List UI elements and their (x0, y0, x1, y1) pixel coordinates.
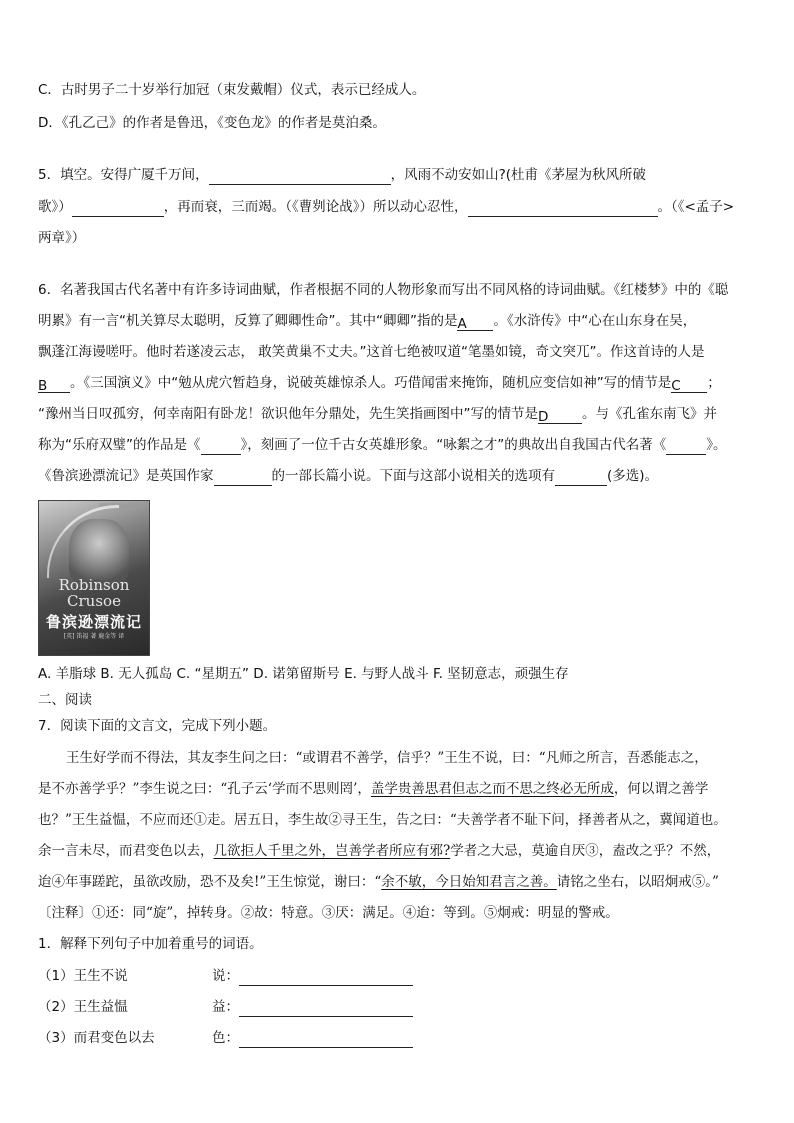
item-sentence: （1）王生不说 (38, 968, 128, 984)
book-cover-image (38, 500, 150, 656)
q5-line-1 (38, 165, 646, 185)
item-word: 益： (212, 999, 239, 1015)
blank-3[interactable] (468, 200, 658, 217)
q6-line-1: 6．名著我国古代名著中有许多诗词曲赋，作者根据不同的人物形象而写出不同风格的诗词曲赋。《红楼梦》中的《聪 (38, 282, 729, 298)
answer-a[interactable] (457, 314, 493, 331)
q5-line-2 (38, 197, 734, 217)
passage-line-1: 王生好学而不得法，其友李生问之曰：“或谓君不善学，信乎？”王生不说，曰：“凡师之所言，吾悉能志之， (66, 750, 708, 766)
blank-novel[interactable] (666, 438, 706, 455)
passage-line-4 (38, 841, 720, 861)
answer-blank-2[interactable] (239, 1000, 413, 1017)
answer-b[interactable] (38, 376, 70, 393)
option-c: C．古时男子二十岁举行加冠（束发戴帽）仪式，表示已经成人。 (38, 82, 426, 98)
q6-line-7 (38, 466, 658, 486)
q7-title: 7．阅读下面的文言文，完成下列小题。 (38, 718, 277, 734)
q6-text: 。与《孔雀东南飞》并 (582, 406, 717, 422)
q6-line-3: 飘蓬江海谩嗟吁。他时若遂凌云志， 敢笑黄巢不丈夫。”这首七绝被叹道“笔墨如镜，奇文突兀”。作这首诗的人是 (38, 344, 705, 360)
option-d: D．《孔乙己》的作者是鲁迅，《变色龙》的作者是莫泊桑。 (38, 115, 386, 131)
item-2 (38, 997, 413, 1017)
item-3 (38, 1028, 413, 1048)
q5-text: 。（《<孟子> (657, 199, 735, 215)
answer-blank-1[interactable] (239, 969, 413, 986)
passage-text: 是不亦善学乎？”李生说之曰：“孔子云‘学而不思则罔’， (38, 781, 371, 797)
q5-text: 歌》） (38, 199, 72, 215)
q6-text: 《鲁滨逊漂流记》是英国作家 (38, 468, 214, 484)
item-sentence: （3）而君变色以去 (38, 1030, 155, 1046)
q6-text: 明累》有一言“机关算尽太聪明，反算了卿卿性命”。其中“卿卿”指的是 (38, 313, 458, 329)
sub-question-1: 1．解释下列句子中加着重号的词语。 (38, 936, 263, 952)
passage-text: 迨④年事蹉跎，虽欲改励，恐不及矣!”王生惊觉，谢曰：“ (38, 874, 382, 890)
answer-blank-3[interactable] (239, 1031, 413, 1048)
item-word: 说： (212, 968, 239, 984)
passage-line-3: 也？”王生益愠，不应而还①走。居五日，李生故②寻王生，告之曰：“夫善学者不耻下问，择善者从之，冀闻道也。 (38, 812, 727, 828)
answer-b-label: B (38, 378, 48, 394)
q6-options: A. 羊脂球 B. 无人孤岛 C. “星期五” D. 诺第留斯号 E. 与野人战斗 F. 坚韧意志，顽强生存 (38, 666, 569, 682)
cover-title-en-1: Robinson (58, 576, 130, 594)
q5-text: ，再而衰，三而竭。（《曹刿论战》）所以动心忍性， (163, 199, 468, 215)
passage-underlined: 盖学贵善思君但志之而不思之终必无所成 (370, 781, 614, 797)
q5-text: ，风雨不动安如山?(杜甫《茅屋为秋风所破 (390, 167, 647, 183)
blank-author[interactable] (214, 469, 272, 486)
q6-line-2 (38, 311, 696, 331)
answer-a-label: A (457, 316, 467, 332)
cover-credit: [英] 笛福 著 鹿金等 译 (63, 633, 125, 640)
section-heading: 二、阅读 (38, 692, 92, 708)
blank-2[interactable] (72, 200, 164, 217)
q6-text: 。《三国演义》中“勉从虎穴暂趋身，说破英雄惊杀人。巧借闻雷来掩饰，随机应变信如神”写的情节是 (70, 375, 672, 391)
q6-text: (多选)。 (607, 468, 659, 484)
passage-underlined: 余不敏，今日始知君言之善。 (381, 874, 557, 890)
q6-text: 的一部长篇小说。下面与这部小说相关的选项有 (271, 468, 555, 484)
q5-line-3: 两章》） (38, 230, 86, 246)
passage-line-5 (38, 872, 719, 892)
q5-text: 5．填空。安得广厦千万间， (38, 167, 209, 183)
q6-text: 》。 (706, 437, 727, 453)
q6-text: ； (707, 375, 721, 391)
passage-line-2 (38, 779, 708, 799)
q6-text: 》，刻画了一位千古女英雄形象。“咏絮之才”的典故出自我国古代名著《 (240, 437, 667, 453)
passage-text: 余一言未尽，而君变色以去， (38, 843, 214, 859)
item-word: 色： (212, 1030, 239, 1046)
q6-text: 称为“乐府双璧”的作品是《 (38, 437, 201, 453)
passage-notes: 〔注释〕①还：同“旋”，掉转身。②故：特意。③厌：满足。④迨：等到。⑤炯戒：明显的警戒。 (38, 905, 619, 921)
blank-poem[interactable] (201, 438, 241, 455)
answer-d[interactable] (538, 407, 582, 424)
q6-line-5 (38, 404, 717, 424)
q6-line-4 (38, 373, 721, 393)
cover-title-zh: 鲁滨逊漂流记 (45, 613, 142, 631)
q6-text: “豫州当日叹孤穷，何幸南阳有卧龙！欲识他年分鼎处，先生笑指画图中”写的情节是 (38, 406, 538, 422)
passage-text: 请铭之坐右，以昭炯戒⑤。” (556, 874, 719, 890)
answer-c[interactable] (671, 376, 707, 393)
q6-line-6 (38, 435, 727, 455)
passage-text: 学者之大忌，莫逾自厌③，盍改之乎？不然， (450, 843, 721, 859)
q6-text: 。《水浒传》中“心在山东身在吴， (493, 313, 697, 329)
blank-1[interactable] (209, 168, 391, 185)
passage-underlined: 几欲拒人千里之外，岂善学者所应有邪? (213, 843, 451, 859)
item-1 (38, 966, 413, 986)
item-sentence: （2）王生益愠 (38, 999, 128, 1015)
answer-c-label: C (671, 378, 681, 394)
answer-d-label: D (538, 409, 549, 425)
cover-title-en-2: Crusoe (67, 592, 121, 610)
passage-text: ，何以谓之善学 (613, 781, 709, 797)
blank-choices[interactable] (555, 469, 607, 486)
